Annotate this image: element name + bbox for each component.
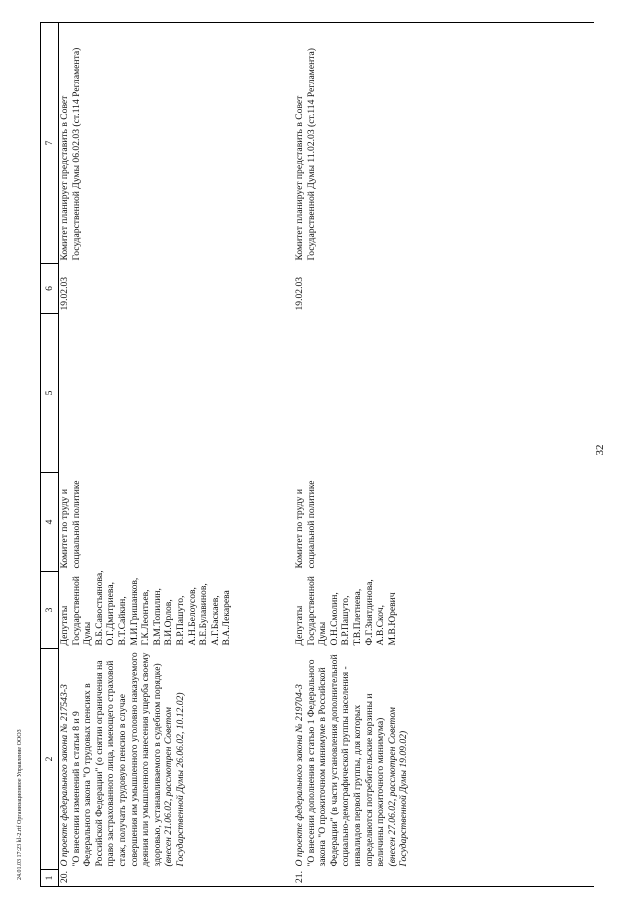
bill-description: "О внесении дополнения в статью 1 Федерального закона "О прожиточном минимуме в Российской Федерации" (в части установления дополнительной социально-демографической группы населения - инвалидов первой группы, для которых определяются потребительские корзины и величины прожиточного минимума)	[305, 654, 387, 867]
plan-cell: Комитет планирует представить в Совет Государственной Думы 06.02.03 (ст.114 Регламента)	[59, 23, 295, 264]
column-header: 5	[41, 314, 59, 473]
plan-cell: Комитет планирует представить в Совет Государственной Думы 11.02.03 (ст.114 Регламента)	[294, 23, 594, 264]
authors-cell: Депутаты Государственной Думы В.Б.Савостьянова, О.Г.Дмитриева, В.Т.Сайкин, М.И.Гришанков, Г.К.Леонтьев, В.М.Топилин, В.И.Орлов, В.Р.Пашуто, А.Н.Белоусов, В.Е.Булавинов, А.Г.Баскаев, В.А.Лекарева	[59, 570, 233, 646]
bill-cell	[59, 649, 295, 870]
row-number: 20.	[59, 870, 295, 887]
row-number: 21.	[294, 870, 594, 887]
column-header: 6	[41, 264, 59, 314]
column-header: 3	[41, 572, 59, 649]
bill-title: О проекте федерального закона № 219704-3	[294, 684, 305, 867]
column-header: 4	[41, 473, 59, 572]
bill-note: (внесен 21.06.02, рассмотрен Советом Государственной Думы 26.06.02, 10.12.02)	[163, 692, 186, 867]
date-cell: 19.02.03	[294, 276, 305, 311]
date-cell: 19.02.03	[59, 276, 70, 311]
col5-cell	[59, 314, 295, 473]
committee-cell: Комитет по труду и социальной политике	[294, 480, 317, 569]
bill-cell	[294, 649, 594, 870]
col5-cell	[294, 314, 594, 473]
page-number: 32	[594, 444, 606, 456]
bill-note: (внесен 27.06.02, рассмотрен Советом Государственной Думы 19.09.02)	[386, 707, 410, 867]
authors-cell: Депутаты Государственной Думы О.Н.Смолин, В.Р.Пашуто, Т.В.Плетнева, Ф.Г.Зиятдинова, А.В.Скоч, М.В.Юревич	[294, 576, 398, 646]
column-header: 2	[41, 649, 59, 870]
header-row	[41, 23, 59, 887]
footer-note: 24.01.03 17:23 kl-2.rtf Организационное Управление ООО3	[17, 729, 23, 880]
legislation-table	[40, 22, 594, 887]
bill-title: О проекте федерального закона № 217543-3	[59, 684, 70, 867]
column-header: 7	[41, 23, 59, 264]
bill-description: "О внесении изменений в статьи 8 и 9 Федерального закона "О трудовых пенсиях в Российской Федерации" (о снятии ограничения на право застрахованного лица, имеющего страховой стаж, получать трудовую пенсию в случае совершения им умышленного уголовно наказуемого деяния или умышленного нанесения ущерба своему здоровью, устанавливаемого в судебном порядке)	[70, 652, 163, 867]
table-row	[59, 23, 295, 887]
column-header: 1	[41, 870, 59, 887]
committee-cell: Комитет по труду и социальной политике	[59, 480, 82, 569]
table-row	[294, 23, 594, 887]
